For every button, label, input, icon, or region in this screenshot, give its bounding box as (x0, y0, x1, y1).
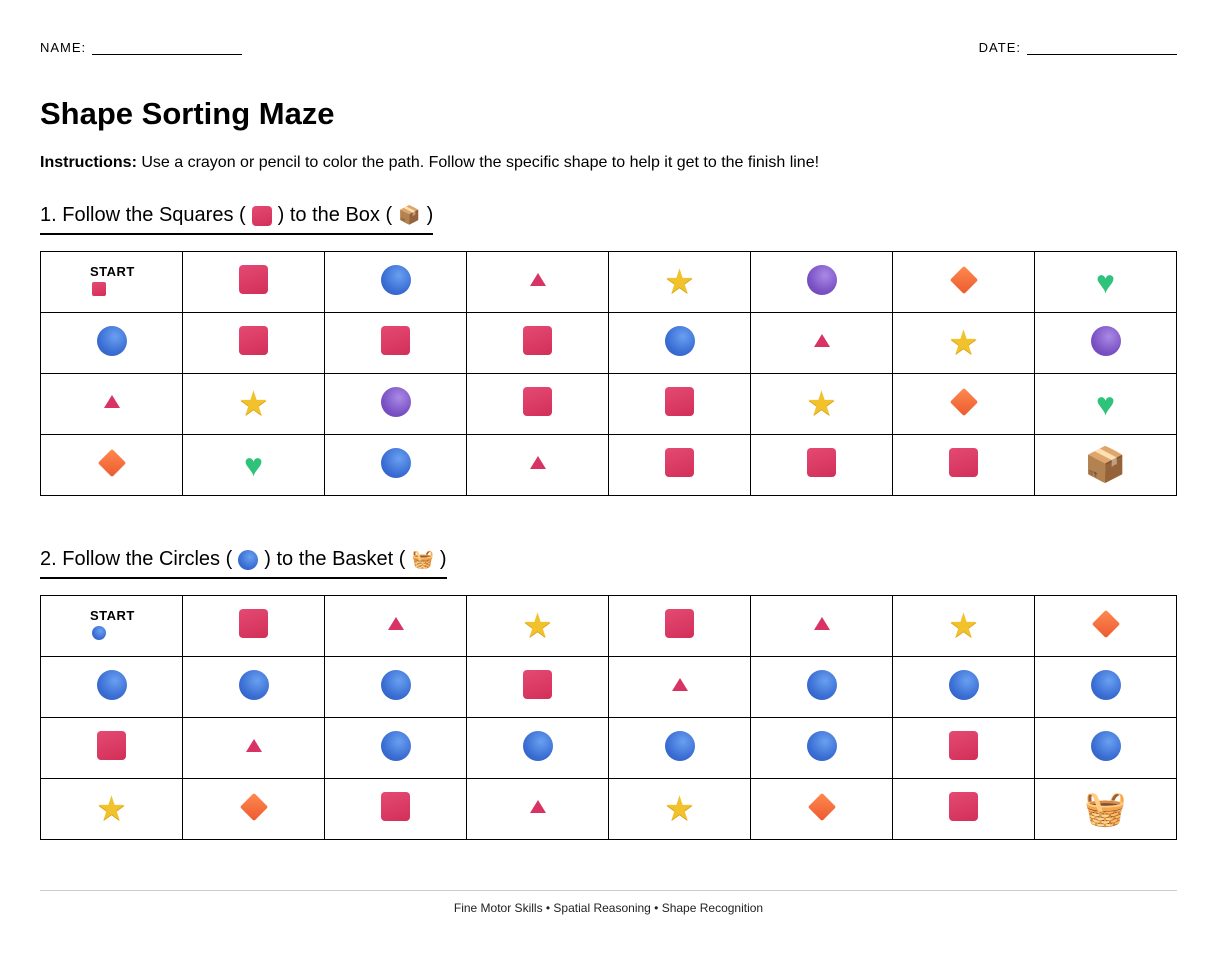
instructions-text: Use a crayon or pencil to color the path. Follow the specific shape to help it get to the finish line! (136, 154, 820, 171)
diamond-icon (97, 448, 125, 476)
maze-cell[interactable] (41, 252, 183, 313)
maze-cell[interactable] (893, 252, 1035, 313)
section-2-title (40, 548, 447, 579)
circle-icon (665, 731, 695, 761)
triangle-icon (530, 273, 546, 286)
triangle-icon (388, 617, 404, 630)
circle-icon (97, 670, 127, 700)
heart-icon: ♥ (1096, 264, 1115, 300)
date-label: DATE: (978, 40, 1021, 55)
triangle-icon (530, 800, 546, 813)
diamond-icon (239, 792, 267, 820)
heart-icon: ♥ (1096, 386, 1115, 422)
triangle-icon (530, 456, 546, 469)
maze-cell[interactable] (41, 657, 183, 718)
maze-cell[interactable] (183, 374, 325, 435)
star-icon: ★ (522, 607, 553, 645)
maze-cell[interactable] (1035, 596, 1177, 657)
square-icon (949, 731, 978, 760)
section-2-title-prefix: 2. Follow the Circles ( (40, 548, 233, 570)
maze-cell[interactable] (751, 313, 893, 374)
maze-cell[interactable] (325, 435, 467, 496)
maze-cell[interactable] (325, 252, 467, 313)
maze-cell[interactable] (41, 596, 183, 657)
maze-cell[interactable] (183, 718, 325, 779)
maze-cell[interactable] (609, 718, 751, 779)
circle-icon (523, 731, 553, 761)
star-icon: ★ (948, 607, 979, 645)
square-icon (381, 792, 410, 821)
purple-circle-icon (1091, 326, 1121, 356)
maze-cell[interactable] (325, 374, 467, 435)
maze-cell[interactable] (183, 657, 325, 718)
maze-cell[interactable] (467, 718, 609, 779)
maze-cell[interactable] (1035, 779, 1177, 840)
start-marker (41, 282, 182, 301)
name-field (40, 40, 242, 55)
maze-cell[interactable] (893, 596, 1035, 657)
star-icon: ★ (664, 790, 695, 828)
circle-icon (665, 326, 695, 356)
maze-cell[interactable] (751, 374, 893, 435)
maze-row (41, 252, 1177, 313)
maze-cell[interactable] (183, 596, 325, 657)
maze-cell[interactable] (609, 374, 751, 435)
instructions (40, 154, 819, 172)
triangle-icon (672, 678, 688, 691)
circle-icon (381, 670, 411, 700)
maze-cell[interactable] (1035, 374, 1177, 435)
maze-cell[interactable] (325, 779, 467, 840)
section-1-title-prefix: 1. Follow the Squares ( (40, 204, 246, 226)
start-label: START (90, 607, 135, 623)
circle-icon (97, 326, 127, 356)
basket-icon: 🧺 (1084, 790, 1127, 828)
maze-cell[interactable] (609, 657, 751, 718)
maze-cell[interactable] (183, 779, 325, 840)
maze-cell[interactable] (1035, 252, 1177, 313)
maze-cell[interactable] (467, 435, 609, 496)
square-icon (807, 448, 836, 477)
maze-cell[interactable] (751, 252, 893, 313)
section-1-title-middle: ) to the Box ( (277, 204, 393, 226)
triangle-icon (814, 617, 830, 630)
circle-icon (1091, 731, 1121, 761)
purple-circle-icon (807, 265, 837, 295)
square-icon (523, 670, 552, 699)
circle-icon (238, 550, 258, 570)
star-icon: ★ (806, 385, 837, 423)
footer-divider (40, 890, 1177, 891)
maze-cell[interactable] (41, 718, 183, 779)
square-icon (381, 326, 410, 355)
maze-cell[interactable] (609, 435, 751, 496)
maze-cell[interactable] (325, 718, 467, 779)
maze-row (41, 718, 1177, 779)
section-2-title-suffix: ) (439, 548, 447, 570)
maze-cell[interactable] (41, 374, 183, 435)
square-icon (949, 792, 978, 821)
maze-cell[interactable] (467, 374, 609, 435)
maze-cell[interactable] (751, 657, 893, 718)
maze-cell[interactable] (183, 252, 325, 313)
maze-cell[interactable] (467, 313, 609, 374)
start-label: START (90, 263, 135, 279)
box-icon: 📦 (1084, 446, 1127, 484)
maze-cell[interactable] (893, 374, 1035, 435)
maze-cell[interactable] (609, 779, 751, 840)
maze-cell[interactable] (183, 435, 325, 496)
square-icon (665, 448, 694, 477)
maze-cell[interactable] (609, 313, 751, 374)
maze-row (41, 435, 1177, 496)
diamond-icon (949, 387, 977, 415)
box-icon: 📦 (398, 205, 421, 226)
maze-cell[interactable] (893, 718, 1035, 779)
square-icon (949, 448, 978, 477)
square-icon (523, 326, 552, 355)
maze-cell[interactable] (467, 657, 609, 718)
maze-cell[interactable] (325, 657, 467, 718)
circle-icon (949, 670, 979, 700)
maze-cell[interactable] (751, 596, 893, 657)
square-icon (92, 282, 106, 296)
diamond-icon (807, 792, 835, 820)
square-icon (97, 731, 126, 760)
maze-cell[interactable] (1035, 657, 1177, 718)
date-field (979, 40, 1177, 55)
maze-row (41, 374, 1177, 435)
maze-cell[interactable] (1035, 313, 1177, 374)
maze-cell[interactable] (1035, 718, 1177, 779)
maze-cell[interactable] (41, 435, 183, 496)
heart-icon: ♥ (244, 447, 263, 483)
circle-icon (807, 670, 837, 700)
maze-cell[interactable] (609, 596, 751, 657)
maze-cell[interactable] (751, 718, 893, 779)
circle-icon (239, 670, 269, 700)
maze-grid-squares (40, 251, 1177, 496)
maze-cell[interactable] (325, 313, 467, 374)
maze-cell[interactable] (325, 596, 467, 657)
star-icon: ★ (948, 324, 979, 362)
basket-icon: 🧺 (411, 549, 434, 570)
circle-icon (807, 731, 837, 761)
maze-cell[interactable] (893, 779, 1035, 840)
star-icon: ★ (238, 385, 269, 423)
maze-cell[interactable] (467, 779, 609, 840)
square-icon (239, 265, 268, 294)
page-title: Shape Sorting Maze (40, 96, 335, 131)
maze-cell[interactable] (467, 252, 609, 313)
square-icon (665, 387, 694, 416)
square-icon (239, 326, 268, 355)
square-icon (665, 609, 694, 638)
circle-icon (381, 448, 411, 478)
maze-cell[interactable] (41, 313, 183, 374)
triangle-icon (246, 739, 262, 752)
circle-icon (1091, 670, 1121, 700)
maze-row (41, 657, 1177, 718)
purple-circle-icon (381, 387, 411, 417)
diamond-icon (949, 265, 977, 293)
star-icon: ★ (96, 790, 127, 828)
name-blank-line[interactable] (92, 54, 242, 55)
date-blank-line[interactable] (1027, 54, 1177, 55)
instructions-label: Instructions: (40, 154, 137, 171)
circle-icon (92, 626, 106, 640)
diamond-icon (1091, 609, 1119, 637)
triangle-icon (814, 334, 830, 347)
maze-grid-circles (40, 595, 1177, 840)
maze-cell[interactable] (1035, 435, 1177, 496)
section-2-title-middle: ) to the Basket ( (264, 548, 406, 570)
maze-cell[interactable] (467, 596, 609, 657)
footer-text: Fine Motor Skills • Spatial Reasoning • Shape Recognition (453, 901, 764, 915)
maze-cell[interactable] (751, 435, 893, 496)
section-1-title-suffix: ) (426, 204, 434, 226)
section-1-title (40, 204, 433, 235)
maze-cell[interactable] (893, 657, 1035, 718)
square-icon (239, 609, 268, 638)
maze-cell[interactable] (893, 313, 1035, 374)
maze-row (41, 313, 1177, 374)
maze-row (41, 596, 1177, 657)
circle-icon (381, 265, 411, 295)
maze-cell[interactable] (609, 252, 751, 313)
star-icon: ★ (664, 263, 695, 301)
maze-row (41, 779, 1177, 840)
maze-cell[interactable] (41, 779, 183, 840)
square-icon (252, 206, 272, 226)
maze-cell[interactable] (751, 779, 893, 840)
square-icon (523, 387, 552, 416)
maze-cell[interactable] (893, 435, 1035, 496)
circle-icon (381, 731, 411, 761)
triangle-icon (104, 395, 120, 408)
maze-cell[interactable] (183, 313, 325, 374)
name-label: NAME: (40, 40, 87, 55)
start-marker (41, 626, 182, 645)
